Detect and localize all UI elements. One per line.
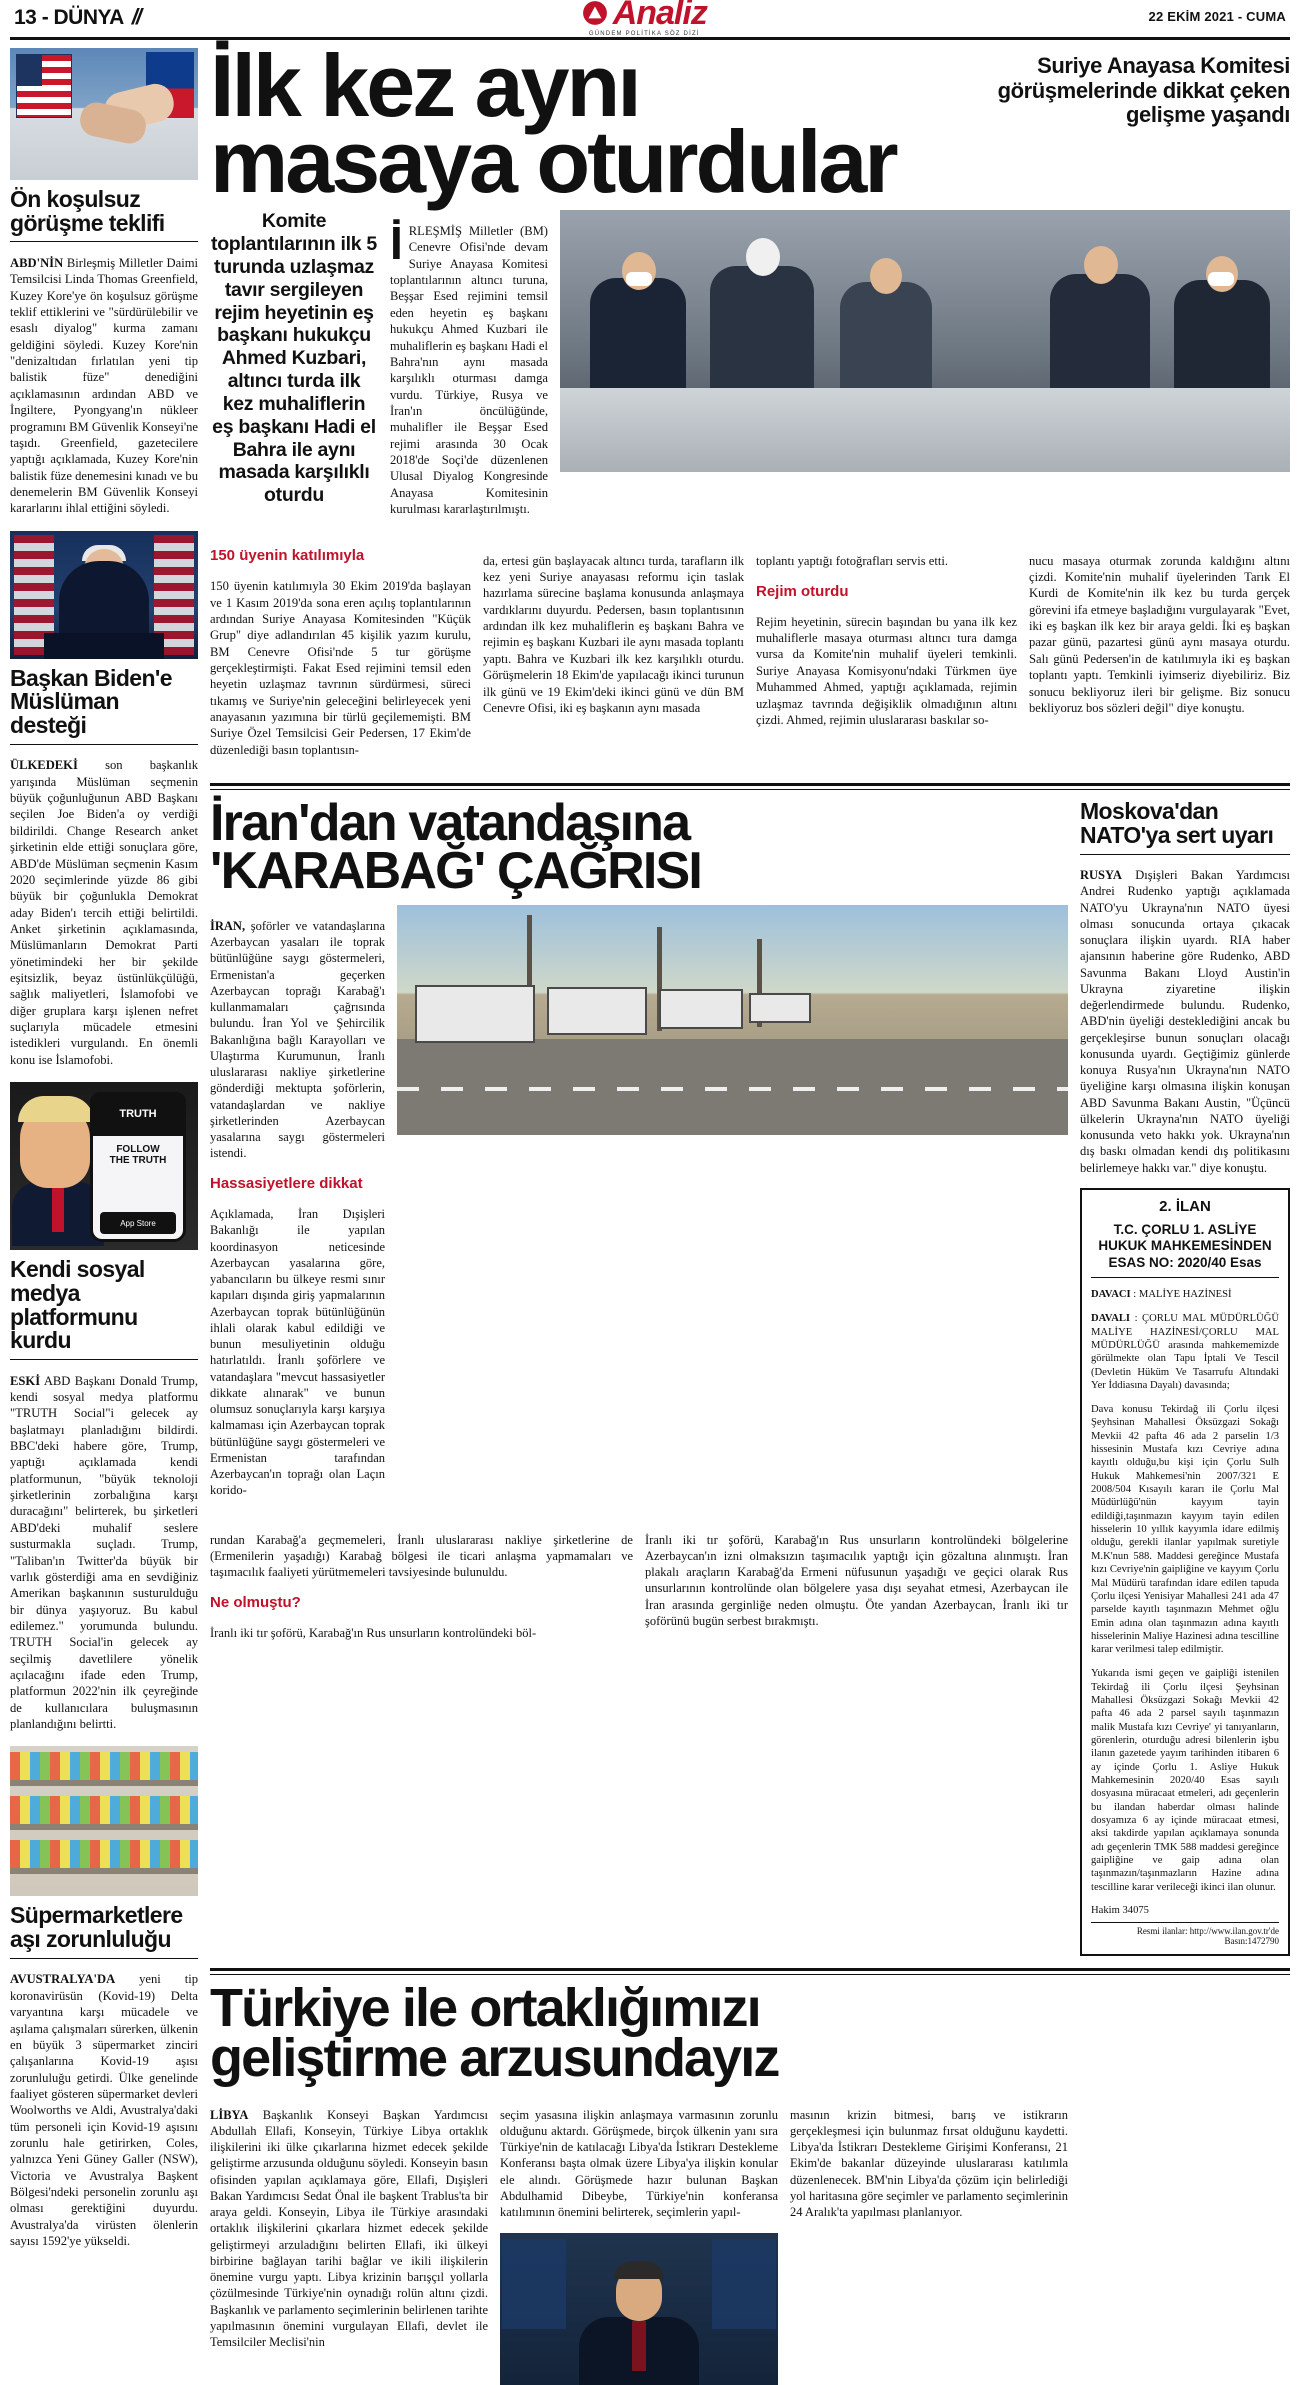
ilan-hakim: Hakim 34075 [1091, 1904, 1149, 1916]
left-rail [10, 48, 198, 2385]
iran-subhead-1: Hassasiyetlere dikkat [210, 1175, 363, 1193]
ilan-davaci-value: : MALİYE HAZİNESİ [1130, 1289, 1232, 1301]
lead-body-col5: Rejim heyetinin, sürecin başından bu yana ilk kez muhaliflerle masaya oturması altıncı tura damga vursa da Komite'nin muhalif üyeleri temkinli. Suriye Anayasa Komisyonu'ndaki Türkmen üye Muhammed Ahmed, yaptığı açıklamada, rejimin uzlaşmaz tavrında değişiklik olmadığının altını çizdi. Ahmed, rejimin uluslararası baskılar so- [756, 614, 1017, 727]
ilan-header-line2: T.C. ÇORLU 1. ASLİYE HUKUK MAHKEMESİNDEN ESAS NO: 2020/40 Esas [1098, 1222, 1272, 1270]
turkiye-col-1 [210, 2094, 488, 2385]
rail-article-1-title: Ön koşulsuz görüşme teklifi [10, 186, 165, 236]
rail-article-3-body [10, 1373, 198, 1733]
rail-article-2 [10, 531, 198, 1068]
rail-article-4-text: yeni tip koronavirüsün (Kovid-19) Delta varyantına karşı mücadele ve aşılama çalışmaları sürerken, ülkenin en büyük 3 süpermarket zinciri çalışanlarına Kovid-19 aşısı zorunluluğu getirdi. Ülke genelinde faaliyet gösteren süpermarket devleri Woolworths ve Aldi, Avustralya'daki tüm personeli için Kovid-19 aşısını zorunlu hale getirirken, Coles, yalnızca Yeni Güney Galler (NSW), Victoria ve Avustralya Başkent Bölgesi'ndeki personelin zorunlu aşı olması gerektiğini duyurdu. Avustralya'da virüsten ölenlerin sayısı 1592'ye yükseldi. [10, 1972, 198, 2249]
lead-body-col4b: toplantı yaptığı fotoğrafları servis etti. [756, 553, 949, 568]
iran-lead: İRAN, [210, 918, 246, 933]
ilan-davali-label: DAVALI [1091, 1313, 1131, 1325]
lead-col-4 [483, 540, 744, 771]
right-sidebar [1080, 797, 1290, 1956]
lead-body-row [210, 210, 1290, 530]
masthead [10, 0, 1290, 40]
ilan-resmi-footer: Resmi ilanlar: http://www.ilan.gov.tr'de Basın:1472790 [1091, 1922, 1279, 1946]
iran-body-2: Açıklamada, İran Dışişleri Bakanlığı ile yapılan koordinasyon neticesinde Azerbaycan yasalarına göre, yabancıların bu ülkeye resmi sınır kapıları dışında giriş yapmalarının Azerbaycan toprak bütünlüğünün ihlali olarak kabul edildiği ve bunun mesuliyetinin olduğu hatırlatıldı. İranlı şoförlere ve vatandaşlara "mevcut hassasiyetler dikkate alınarak" ve bunun olumsuz sonuçlarıyla karşı karşıya kalmaması için Azerbaycan toprak bütünlüğüne saygı göstermeleri ve Ermenistan tarafından Azerbaycan'ın toprağı olan Laçın korido- [210, 1207, 385, 1498]
lead-body-col6: nucu masaya oturmak zorunda kaldığını altını çizdi. Komite'nin muhalif üyelerinden Tarık El Kurdi de Komite'nin ilk kez bu turda gerçek görevini ifa etmeye başladığını vurgulayarak "Evet, iki eş başkan ilk kez bir araya geldi. İki eş başkan pazar günü, pazartesi günü aynı masaya oturdu. Salı günü Pedersen'in de katılımıyla iki eş başkan toplantı yaptı. Temkinli iyimseriz diyebiliriz. Biz sonucu bekliyoruz ileri bir gelişme. Biz sonucu bekliyoruz bos sözleri değil" diye konuştu. [1029, 553, 1290, 715]
page-columns [10, 36, 1290, 2385]
rail-article-3 [10, 1082, 198, 1732]
turkiye-body-3: masının krizin bitmesi, barış ve istikrarın gerçekleşmesi için bulunmaz fırsat olduğunu kaydetti. Libya'da İstikrarı Destekleme Girişimi Konferansı, 21 Ekim'de bakanlar düzeyinde uluslararası katılımla düzenlenecek. BM'nin Libya'da çözüm için belirlediği yol haritasına göre seçimler ve parlamento seçimlerinin 24 Aralık'ta yapılması planlanıyor. [790, 2107, 1068, 2220]
masthead-logo [582, 0, 707, 37]
turkiye-col-2 [500, 2094, 778, 2385]
moskova-text: Dışişleri Bakan Yardımcısı Andrei Rudenko yaptığı açıklamada NATO'yu Ukrayna'nın NATO üyesi olması sonucunda ortaya çıkacak sonuçlara ilişkin uyardı. RIA haber ajansının haberine göre Rudenko, ABD Savunma Bakanı Lloyd Austin'in Ukrayna ziyaretine ilişkin değerlendirmede bulundu. Rudenko, ABD'nin üyeliği desteklediğini ancak bu gerçekleşirse bunun sonuçları olacağı konusunda uyardı. Geçtiğimiz günlerde konuya Rusya'nın Ukrayna'nın NATO üyeliğine karşı olmasına ilişkin konuşan ABD Savunma Bakanı Austin, "Üçüncü ülkelerin Ukrayna'nın NATO üyeliği konusunda veto hakkı yok. Ukrayna'nın dış baskı olmadan kendi dış politikasını belirlemeye hakkı var." diye konuştu. [1080, 868, 1290, 1175]
turkiye-body-1 [210, 2107, 488, 2351]
divider [1080, 854, 1290, 855]
rail-article-3-lead: ESKİ [10, 1373, 41, 1388]
section-divider-2b [210, 1974, 1290, 1975]
turkiye-body-2: seçim yasasına ilişkin anlaşmaya varmasının zorunlu olduğunu aktardı. Görüşmede, birçok ülkenin yanı sıra Türkiye'nin de katılacağı Libya'da İstikrarı Destekleme Konferansı başta olmak üzere Libya'ya ilişkin konular ele alındı. Görüşmede hazır bulunan Başkan Abdulhamid Dibeybe, Türkiye'nin konferansa katılımının önemini belirterek, seçimlerin yapıl- [500, 2107, 778, 2220]
ilan-header-line1: 2. İLAN [1159, 1198, 1211, 1216]
lead-col-2 [390, 210, 548, 530]
rail-article-3-title: Kendi sosyal medya platformunu kurdu [10, 1256, 145, 1354]
divider [10, 744, 198, 745]
turkiye-body-row [210, 2094, 1068, 2385]
iran-col-3 [645, 1519, 1068, 1654]
libya-official-press-conference-photo [500, 2233, 778, 2385]
divider [1091, 1277, 1279, 1278]
second-section-row [210, 793, 1290, 1956]
turkiye-col-3 [790, 2094, 1068, 2385]
ilan-davali-row [1091, 1312, 1279, 1392]
rail-article-2-title: Başkan Biden'e Müslüman desteği [10, 664, 172, 739]
lead-headline-line1: İlk kez aynı [210, 36, 639, 135]
rail-article-1 [10, 48, 198, 517]
iran-col-1 [210, 905, 385, 1511]
main-column [210, 36, 1290, 2385]
moskova-title: Moskova'dan NATO'ya sert uyarı [1080, 797, 1274, 848]
section-divider-1b [210, 789, 1290, 790]
rail-article-2-lead: ÜLKEDEKİ [10, 758, 78, 773]
turkiye-headline-line2: geliştirme arzusundayız [210, 2028, 779, 2089]
iran-body-row [210, 905, 1068, 1511]
supermarket-shelves-photo [10, 1746, 198, 1896]
masthead-title: Analiz [612, 0, 707, 32]
rail-article-1-text: Birleşmiş Milletler Daimi Temsilcisi Linda Thomas Greenfield, Kuzey Kore'ye ön koşulsuz görüşme teklif ettiklerini ve "sürdürülebilir ve esaslı diyalog" kurma zamanı geldiğini söyledi. Kuzey Kore'nin "denizaltıdan fırlatılan yeni tip balistik füze" denediğini açıklamasının ardından ABD ve İngiltere, Pyongyang'ın nükleer programını BM Güvenlik Konseyi'ne taşıdı. Greenfield, gazetecilere yaptığı açıklamada, Kuzey Kore'nin balistik füze denemesini kınadı ve bu denemelerin BM Güvenlik Konseyi kararlarını ihlal ettiğini söyledi. [10, 255, 199, 516]
divider [10, 1359, 198, 1360]
joe-biden-podium-photo [10, 531, 198, 659]
divider [10, 241, 198, 242]
lead-body-col2: İRLEŞMİŞ Milletler (BM) Cenevre Ofisi'nde devam Suriye Anayasa Komitesi toplantılarının altıncı turuna, Beşşar Esed rejimini temsil eden heyetin eş başkanı hukukçu Ahmed Kuzbari ile muhaliflerin eş başkanı Hadi el Bahra'nın aynı masada karşılıklı oturması damga vurdu. Türkiye, Rusya ve İran'ın öncülüğünde, muhalifler ile Beşşar Esed rejimi arasında 30 Ocak 2018'de Soçi'de düzenlenen Ulusal Diyalog Kongresinde Anayasa Komitesinin kurulması kararlaştırılmıştı. [390, 217, 548, 517]
page-section-label: 13 - DÜNYA [14, 5, 124, 29]
lead-lower-columns [210, 540, 1290, 771]
analiz-logo-icon [582, 0, 608, 26]
masthead-subtitle: GÜNDEM POLİTİKA SÖZ DİZİ [588, 31, 700, 37]
lead-subhead-2: Rejim oturdu [756, 582, 849, 600]
masthead-slash-mark: // [131, 3, 140, 29]
iran-body-1 [210, 918, 385, 1162]
ilan-body-1: Dava konusu Tekirdağ ili Çorlu ilçesi Şeyhsinan Mahallesi Öksüzgazi Sokağı Mevkii 42 pafta 46 ada 2 parselin 1/3 hissesinin Mustafa kızı Cevriye adına kayıtlı olduğu,bu kişi için Çorlu Sulh Hukuk Mahkemesi'nin 2007/321 E 2008/504 Kısayılı kararı ile Çorlu Mal Müdürlüğü'nün kayyım tayin edildiği,taşınmazın kayyım tayin edilen hisselerin 10 yıllık kayyımla idare edilmiş olduğu, gerekli ilanlar yapılmak suretiyle M.K'nun 588. Maddesi gereğince Mustafa kızı Cevriye'nin gaipliğine ve kayyım Çorlu Mal Müdürü tarafından idare edilen tapuda Çorlu ilçesi Yenisiyar Mahallesi 241 ada 47 parselde kayıtlı taşınmazın Mehmet oğlu Emin adına olan taşınmazın adına kayıtlı hisselerinin Maliye Hazinesi adına tescilline karar verilmesi talep edilmiştir. [1091, 1404, 1279, 1656]
rail-article-1-lead: ABD'NİN [10, 255, 64, 270]
turkiye-body-1-text: Başkanlık Konseyi Başkan Yardımcısı Abdullah Ellafi, Konseyin, Türkiye Libya ortaklık ilişkilerini iki ülke çıkarlarına hizmet edecek şekilde geliştirme arzusunda olduğunu söyledi. Konseyin basın ofisinden yapılan açıklamaya göre, Ellafi, Dışişleri Bakan Yardımcısı Sedat Önal ile başkent Trablus'ta bir araya geldi. Konseyin, Libya ile Türkiye arasındaki ortaklık ilişkilerini çıkarlara hizmet edecek şekilde geliştirmeyi arzuladığını belirten Ellafi, iki ülkeyi birbirine bağlayan tarihi bağlar ve ikili ilişkilerin önemine vurgu yaptı. Libya krizinin barışçıl yollarla çözülmesinde Türkiye'nin oynadığı rolün altını çizdi. Başkanlık ve parlamento seçimlerinin belirlenen tarihte yapılmasının önemini vurgulayan Ellafi, devlet ile Temsilciler Meclisi'nin [210, 2107, 488, 2350]
lead-subhead-1: 150 üyenin katılımıyla [210, 547, 365, 565]
masthead-left [14, 4, 140, 30]
iran-headline-line2: 'KARABAĞ' ÇAĞRISI [210, 841, 702, 900]
iran-photo-wrap [397, 905, 1068, 1511]
trucks-on-highway-photo [397, 905, 1068, 1135]
moskova-body [1080, 867, 1290, 1176]
rail-article-4 [10, 1746, 198, 2249]
trump-kim-handshake-photo [10, 48, 198, 180]
iran-col-2 [210, 1519, 633, 1654]
ilan-body-2: Yukarıda ismi geçen ve gaipliği istenilen Tekirdağ ili Çorlu ilçesi Şeyhsinan Mahallesi Öksüzgazi Sokağı Mevkii 42 pafta 46 ada 2 parsel sayılı taşınmazın malik Mustafa kızı Cevriye' yi tanıyanların, görenlerin, oturduğu adresi bilenlerin işbu ilanın gazetede yayım tarihinden itibaren 6 ay içinde Çorlu 1. Asliye Hukuk Mahkemesinin 2020/40 Esas sayılı dosyasına müracaat etmeleri, adı geçenlerin bu ilandan haberdar olması halinde dosyamıza 6 ay içinde müracaat etmesi, aksi takdirde yapılan açıklamaya sonunda adı geçenlerin TMK 588 maddesi gereğince gaipliğine ve gaip adına olan taşınmazın/taşınmazların Hazine adına tescilline karar verileceği ikinci ilan olunur. [1091, 1668, 1279, 1893]
rail-article-1-body [10, 255, 198, 517]
moskova-story [1080, 797, 1290, 1176]
lead-photo-wrap [560, 210, 1290, 530]
lead-kicker: Suriye Anayasa Komitesi görüşmelerinde dikkat çeken gelişme yaşandı [997, 53, 1290, 128]
legal-notice-box [1080, 1188, 1290, 1955]
un-geneva-syria-committee-meeting-photo [560, 210, 1290, 472]
ilan-davaci-row [1091, 1288, 1279, 1301]
iran-lower-row [210, 1519, 1068, 1654]
lead-pull-quote: Komite toplantılarının ilk 5 turunda uzlaşmaz tavır sergileyen rejim heyetinin eş başkanı hukukçu Ahmed Kuzbari, altıncı turda ilk kez muhaliflerin eş başkanı Hadi el Bahra ile aynı masada karşılıklı oturdu [211, 210, 377, 507]
lead-story [210, 36, 1290, 771]
ilan-davaci-label: DAVACI [1091, 1289, 1131, 1301]
iran-body-3: rundan Karabağ'a geçmemeleri, İranlı uluslararası nakliye şirketlerine de (Ermenilerin yaşadığı) Karabağ bölgesi ile ticari anlaşma yapmamaları ve taşımacılık faaliyeti yürütmemeleri tavsiyesinde bulunuldu. [210, 1532, 633, 1580]
masthead-date: 22 EKİM 2021 - CUMA [1148, 9, 1286, 24]
iran-body-4-a: İranlı iki tır şoförü, Karabağ'ın Rus unsurların kontrolündeki böl- [210, 1625, 537, 1640]
iran-body-1-text: şoförler ve vatandaşlarına Azerbaycan yasaları ile toprak bütünlüğüne saygı göstermeleri, Ermenistan'a geçerken Azerbaycan toprağı Karabağ'ı kullanmamaları çağrısında bulundu. İran Yol ve Şehircilik Bakanlığına bağlı Karayolları ve Ulaştırma Kurumunun, İranlı uluslararası nakliye şirketlerine gönderdiği mektupta şoförlerin, vatandaşlardan ve nakliye şirketlerinden Azerbaycan yasalarına saygı göstermeleri istendi. [210, 918, 385, 1161]
rail-article-2-text: son başkanlık yarışında Müslüman seçmenin büyük çoğunluğunun ABD Başkanı seçilen Joe Biden'a oy verdiği bildirildi. Change Research anket şirketinin elde ettiği sonuçlara göre, ABD'de Müslüman seçmenin Kasım 2020 seçimlerinde yüzde 86 gibi büyük bir çoğunlukla Demokrat aday Biden'ı tercih ettiği belirtildi. Anket şirketinin açıklamasında, Müslümanların Demokrat Parti yönetimindeki her bir şekilde eşitsizlik, beyaz üstünlükçülüğü, sağlık maliyetleri, İslamofobi ve diğer gruplara karşı işlenen nefret suçlarıyla mücadele etmesini istedikleri vurgulandı. En önemli konu ise İslamofobi. [10, 758, 198, 1067]
lead-body-col3: 150 üyenin katılımıyla 30 Ekim 2019'da başlayan ve 1 Kasım 2019'da sona eren açılış toplantılarının ardından Suriye Anayasa Komitesinden "Küçük Grup" diye adlandırılan 45 kişilik yazım kurulu, BM Cenevre Ofisi'nde 5 tur görüşme gerçekleştirmişti. Fakat Esed rejimini temsil eden heyetin uzlaşmaz tavrının sürdürmesi, süreci tıkamış ve Suriye'nin geleceğini belirleyecek yeni anayasanın yazımına bir türlü geçilememişti. BM Suriye Özel Temsilcisi Geir Pedersen, 17 Ekim'de düzenlediği basın toplantısın- [210, 579, 471, 757]
lead-col-3 [210, 540, 471, 771]
rail-article-4-body [10, 1971, 198, 2249]
rail-article-4-lead: AVUSTRALYA'DA [10, 1972, 116, 1987]
lead-col-5 [756, 540, 1017, 771]
moskova-lead: RUSYA [1080, 868, 1122, 883]
turkiye-lead: LİBYA [210, 2107, 249, 2122]
iran-story [210, 793, 1068, 1956]
divider [10, 1958, 198, 1959]
iran-headline-line1: İran'dan vatandaşına [210, 793, 690, 852]
turkiye-headline-line1: Türkiye ile ortaklığımızı [210, 1977, 760, 2038]
turkiye-story [210, 1977, 1290, 2385]
lead-headline-line2: masaya oturdular [210, 111, 896, 211]
iran-subhead-2: Ne olmuştu? [210, 1593, 301, 1611]
lead-body-col4: da, ertesi gün başlayacak altıncı turda, tarafların ilk kez yeni Suriye anayasası reformu için taslak hazırlama sürecine başlama konusunda anlaşmaya vardıklarını duyurdu. Pedersen, basın toplantısının ardından ilk kez muhaliflerin eş başkanı Bahra ve rejimin eş başkanı Kuzbari ile aynı masada toplantı yaptı. Bahra ve Kuzbari ilk kez karşılıklı oturdu. Görüşmelerin 18 Ekim'de yapılacağı ikinci turunun ilk günü ve 19 Ekim'deki ikinci günü ve dün BM Cenevre Ofisi, iki eş başkanın aynı masada [483, 553, 744, 715]
rail-article-3-text: ABD Başkanı Donald Trump, kendi sosyal medya platformu "TRUTH Social"i gelecek ay başlatmayı planladığını bildirdi. BBC'deki habere göre, Trump, yaptığı açıklamada kendi platformunun, "büyük teknoloji şirketlerinin zorbalığına karşı duracağını" belirterek, bu şirketleri ABD'deki muhalif seslere susturmakla suçladı. Trump, "Taliban'ın Twitter'da büyük bir varlık gösterdiği ama en sevdiğiniz Amerikan başkanının susturulduğu bir dünya yaşıyoruz. Bu kabul edilemez." yorumunda bulundu. TRUTH Social'in gelecek ay seçilmiş davetlilere yönelik açılacağını ifade eden Trump, platformun 2022'nin ilk çeyreğinde de kullanıcılara buluşmasının planlandığını belirtti. [10, 1373, 198, 1732]
trump-truth-social-phone-photo: TRUTH FOLLOW THE TRUTH App Store [10, 1082, 198, 1250]
rail-article-2-body [10, 757, 198, 1068]
rail-article-4-title: Süpermarketlere aşı zorunluluğu [10, 1902, 183, 1953]
ilan-davali-value: : ÇORLU MAL MÜDÜRLÜĞÜ MALİYE HAZİNESİ/ÇORLU MAL MÜDÜRLÜĞÜ arasında mahkememizde görülmekte olan Tapu İptali Ve Tescil (Devletin Hüküm Ve Tasarrufu Altındaki Yer İddiasına Dayalı) davasında; [1091, 1313, 1279, 1392]
lead-col-6 [1029, 540, 1290, 771]
iran-body-4: İranlı iki tır şoförü, Karabağ'ın Rus unsurların kontrolündeki bölgelerine Azerbaycan'ın izni olmaksızın taşımacılık yaptığı için gözaltına alınmıştı. İran plakalı araçların Karabağ'da Ermeni nüfusunun yaşadığı ve geçici olarak Rus unsurlarının kontrolünde olan bölgelere yasa dışı seyahat etmesi, Azerbaycan ile İran arasında gerginliğe neden olmuştu. Öte yandan Azerbaycan, İranlı iki tır şoförünü bugün serbest bırakmıştı. [645, 1532, 1068, 1628]
